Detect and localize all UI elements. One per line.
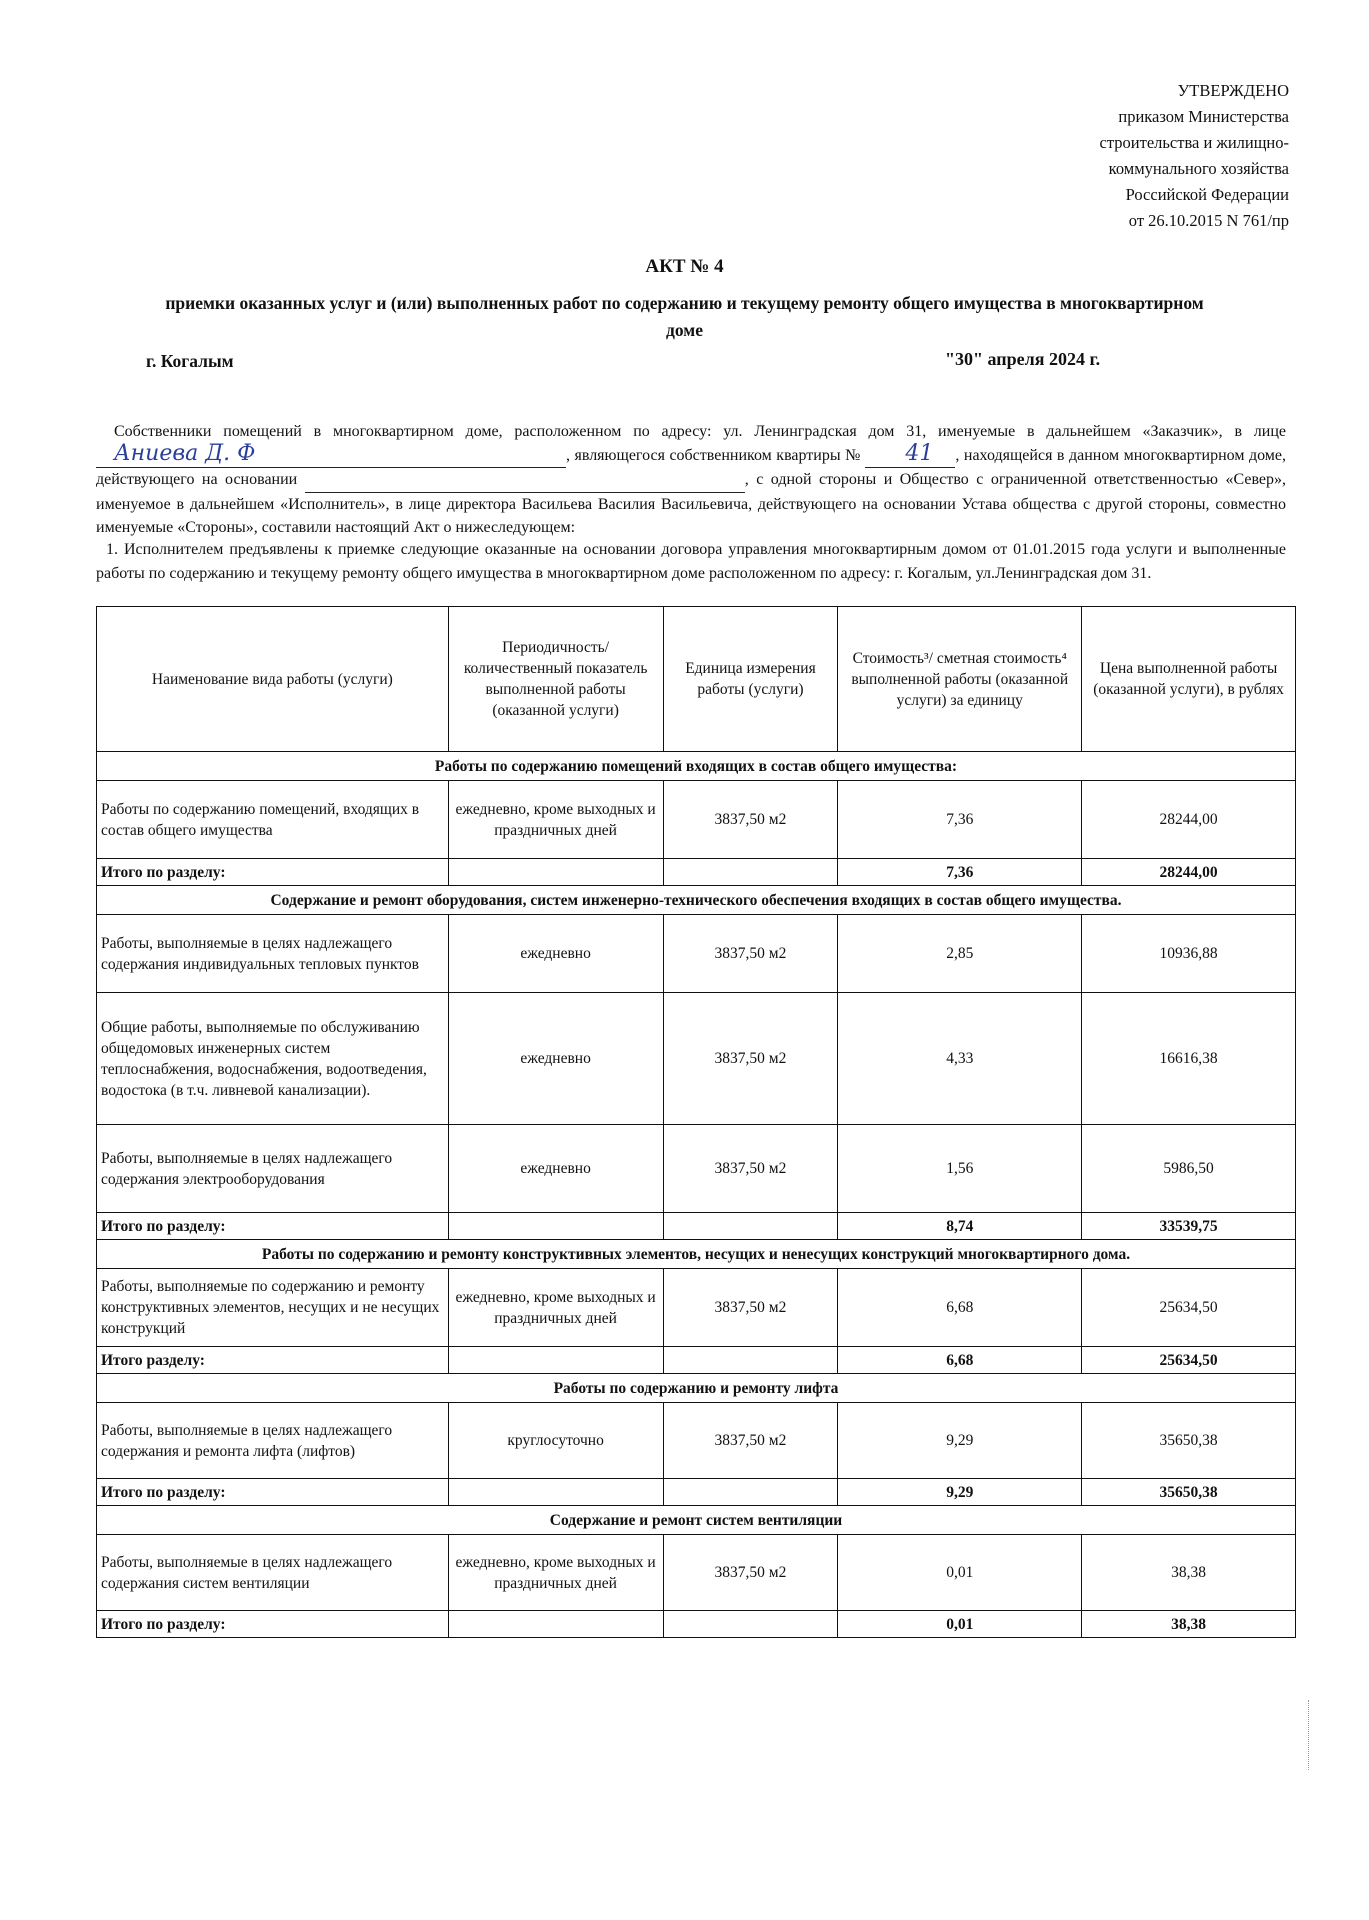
price-cell: 25634,50 — [1082, 1269, 1296, 1347]
representative-name-field — [96, 440, 566, 469]
total-price: 33539,75 — [1082, 1213, 1296, 1240]
total-label: Итого по разделу: — [97, 859, 449, 886]
works-table — [96, 606, 1296, 1638]
table-header-row — [97, 607, 1296, 752]
intro-text-part2: , являющегося собственником квартиры № — [566, 446, 861, 464]
section-title: Содержание и ремонт оборудования, систем инженерно-технического обеспечения входящих в состав общего имущества. — [97, 886, 1296, 915]
total-label: Итого по разделу: — [97, 1479, 449, 1506]
section-title: Содержание и ремонт систем вентиляции — [97, 1506, 1296, 1535]
header-unit: Единица измерения работы (услуги) — [663, 607, 838, 752]
total-price: 28244,00 — [1082, 859, 1296, 886]
total-price: 25634,50 — [1082, 1347, 1296, 1374]
section-title: Работы по содержанию и ремонту конструктивных элементов, несущих и ненесущих конструкций многоквартирного дома. — [97, 1240, 1296, 1269]
unit-cell: 3837,50 м2 — [663, 915, 838, 993]
unit-cell: 3837,50 м2 — [663, 993, 838, 1125]
clause-1: 1. Исполнителем предъявлены к приемке следующие оказанные на основании договора управления многоквартирным домом от 01.01.2015 года услуги и выполненные работы по содержанию и текущему ремонту общего имущества в многоквартирном доме расположенном по адресу: г. Когалым, ул.Ленинградская дом 31. — [96, 541, 1286, 582]
table-row — [97, 993, 1296, 1125]
section-total-row — [97, 1611, 1296, 1638]
section-title-row — [97, 886, 1296, 915]
work-name-cell: Работы, выполняемые в целях надлежащего содержания электрооборудования — [97, 1125, 449, 1213]
header-unit-cost: Стоимость³/ сметная стоимость⁴ выполненной работы (оказанной услуги) за единицу — [838, 607, 1082, 752]
periodicity-cell: ежедневно — [448, 915, 663, 993]
table-row — [97, 915, 1296, 993]
cost-cell: 9,29 — [838, 1403, 1082, 1479]
table-row — [97, 1403, 1296, 1479]
section-total-row — [97, 1213, 1296, 1240]
act-date: "30" апреля 2024 г. — [945, 349, 1101, 369]
header-price: Цена выполненной работы (оказанной услуги), в рублях — [1082, 607, 1296, 752]
periodicity-cell: ежедневно, кроме выходных и праздничных дней — [448, 1535, 663, 1611]
section-title-row — [97, 1374, 1296, 1403]
scan-artifact-line — [1308, 1700, 1310, 1770]
approval-stamp-block — [1100, 78, 1289, 234]
header-work-name: Наименование вида работы (услуги) — [97, 607, 449, 752]
section-total-row — [97, 859, 1296, 886]
section-title-row — [97, 1506, 1296, 1535]
total-price: 35650,38 — [1082, 1479, 1296, 1506]
price-cell: 10936,88 — [1082, 915, 1296, 993]
approval-line: Российской Федерации — [1125, 185, 1289, 204]
unit-cell: 3837,50 м2 — [663, 1403, 838, 1479]
basis-field — [305, 468, 745, 493]
section-title: Работы по содержанию помещений входящих в состав общего имущества: — [97, 752, 1296, 781]
section-title-row — [97, 1240, 1296, 1269]
periodicity-cell: круглосуточно — [448, 1403, 663, 1479]
work-name-cell: Работы, выполняемые по содержанию и ремонту конструктивных элементов, несущих и не несущих конструкций — [97, 1269, 449, 1347]
intro-paragraph — [96, 420, 1286, 540]
table-row — [97, 1535, 1296, 1611]
approval-line: от 26.10.2015 N 761/пр — [1128, 211, 1289, 230]
act-subtitle: приемки оказанных услуг и (или) выполненных работ по содержанию и текущему ремонту общего имущества в многоквартирном доме — [165, 293, 1204, 340]
total-label: Итого по разделу: — [97, 1213, 449, 1240]
approval-line: коммунального хозяйства — [1108, 159, 1289, 178]
work-name-cell: Работы, выполняемые в целях надлежащего содержания и ремонта лифта (лифтов) — [97, 1403, 449, 1479]
price-cell: 16616,38 — [1082, 993, 1296, 1125]
table-row — [97, 1269, 1296, 1347]
section-title: Работы по содержанию и ремонту лифта — [97, 1374, 1296, 1403]
price-cell: 38,38 — [1082, 1535, 1296, 1611]
handwritten-apartment-number: 41 — [905, 440, 934, 466]
periodicity-cell: ежедневно, кроме выходных и праздничных дней — [448, 1269, 663, 1347]
intro-text-part3: , находящейся в данном многоквартирном доме, действующего на основании — [96, 446, 1287, 488]
cost-cell: 2,85 — [838, 915, 1082, 993]
unit-cell: 3837,50 м2 — [663, 1125, 838, 1213]
cost-cell: 6,68 — [838, 1269, 1082, 1347]
total-cost: 0,01 — [838, 1611, 1082, 1638]
section-total-row — [97, 1347, 1296, 1374]
intro-text-part4: , с одной стороны и Общество с ограниченной ответственностью «Север», именуемое в дальнейшем «Исполнитель», в лице директора Васильева Василия Васильевича, действующего на основании Устава общества с другой стороны, совместно именуемые «Стороны», составили настоящий Акт о нижеследующем: — [96, 471, 1287, 536]
price-cell: 28244,00 — [1082, 781, 1296, 859]
act-title: АКТ № 4 — [645, 256, 724, 277]
approval-line: строительства и жилищно- — [1099, 133, 1289, 152]
unit-cell: 3837,50 м2 — [663, 1269, 838, 1347]
total-label: Итого по разделу: — [97, 1611, 449, 1638]
table-row — [97, 1125, 1296, 1213]
unit-cell: 3837,50 м2 — [663, 1535, 838, 1611]
price-cell: 5986,50 — [1082, 1125, 1296, 1213]
periodicity-cell: ежедневно, кроме выходных и праздничных дней — [448, 781, 663, 859]
section-total-row — [97, 1479, 1296, 1506]
section-title-row — [97, 752, 1296, 781]
total-price: 38,38 — [1082, 1611, 1296, 1638]
approval-line: УТВЕРЖДЕНО — [1177, 81, 1289, 100]
unit-cell: 3837,50 м2 — [663, 781, 838, 859]
act-city: г. Когалым — [146, 351, 234, 371]
approval-line: приказом Министерства — [1118, 107, 1289, 126]
apartment-number-field — [865, 440, 955, 469]
intro-text-part1: Собственники помещений в многоквартирном доме, расположенном по адресу: ул. Ленинградская дом 31, именуемые в дальнейшем «Заказчик», в лице — [114, 423, 1286, 440]
work-name-cell: Работы, выполняемые в целях надлежащего содержания индивидуальных тепловых пунктов — [97, 915, 449, 993]
work-name-cell: Работы по содержанию помещений, входящих в состав общего имущества — [97, 781, 449, 859]
cost-cell: 1,56 — [838, 1125, 1082, 1213]
periodicity-cell: ежедневно — [448, 993, 663, 1125]
price-cell: 35650,38 — [1082, 1403, 1296, 1479]
total-cost: 8,74 — [838, 1213, 1082, 1240]
cost-cell: 0,01 — [838, 1535, 1082, 1611]
cost-cell: 4,33 — [838, 993, 1082, 1125]
header-periodicity: Периодичность/ количественный показатель выполненной работы (оказанной услуги) — [448, 607, 663, 752]
total-cost: 7,36 — [838, 859, 1082, 886]
periodicity-cell: ежедневно — [448, 1125, 663, 1213]
cost-cell: 7,36 — [838, 781, 1082, 859]
work-name-cell: Общие работы, выполняемые по обслуживанию общедомовых инженерных систем теплоснабжения, водоснабжения, водоотведения, водостока (в т.ч. ливневой канализации). — [97, 993, 449, 1125]
total-cost: 6,68 — [838, 1347, 1082, 1374]
table-row — [97, 781, 1296, 859]
handwritten-name: Аниева Д. Ф — [114, 440, 256, 466]
total-label: Итого разделу: — [97, 1347, 449, 1374]
total-cost: 9,29 — [838, 1479, 1082, 1506]
work-name-cell: Работы, выполняемые в целях надлежащего содержания систем вентиляции — [97, 1535, 449, 1611]
